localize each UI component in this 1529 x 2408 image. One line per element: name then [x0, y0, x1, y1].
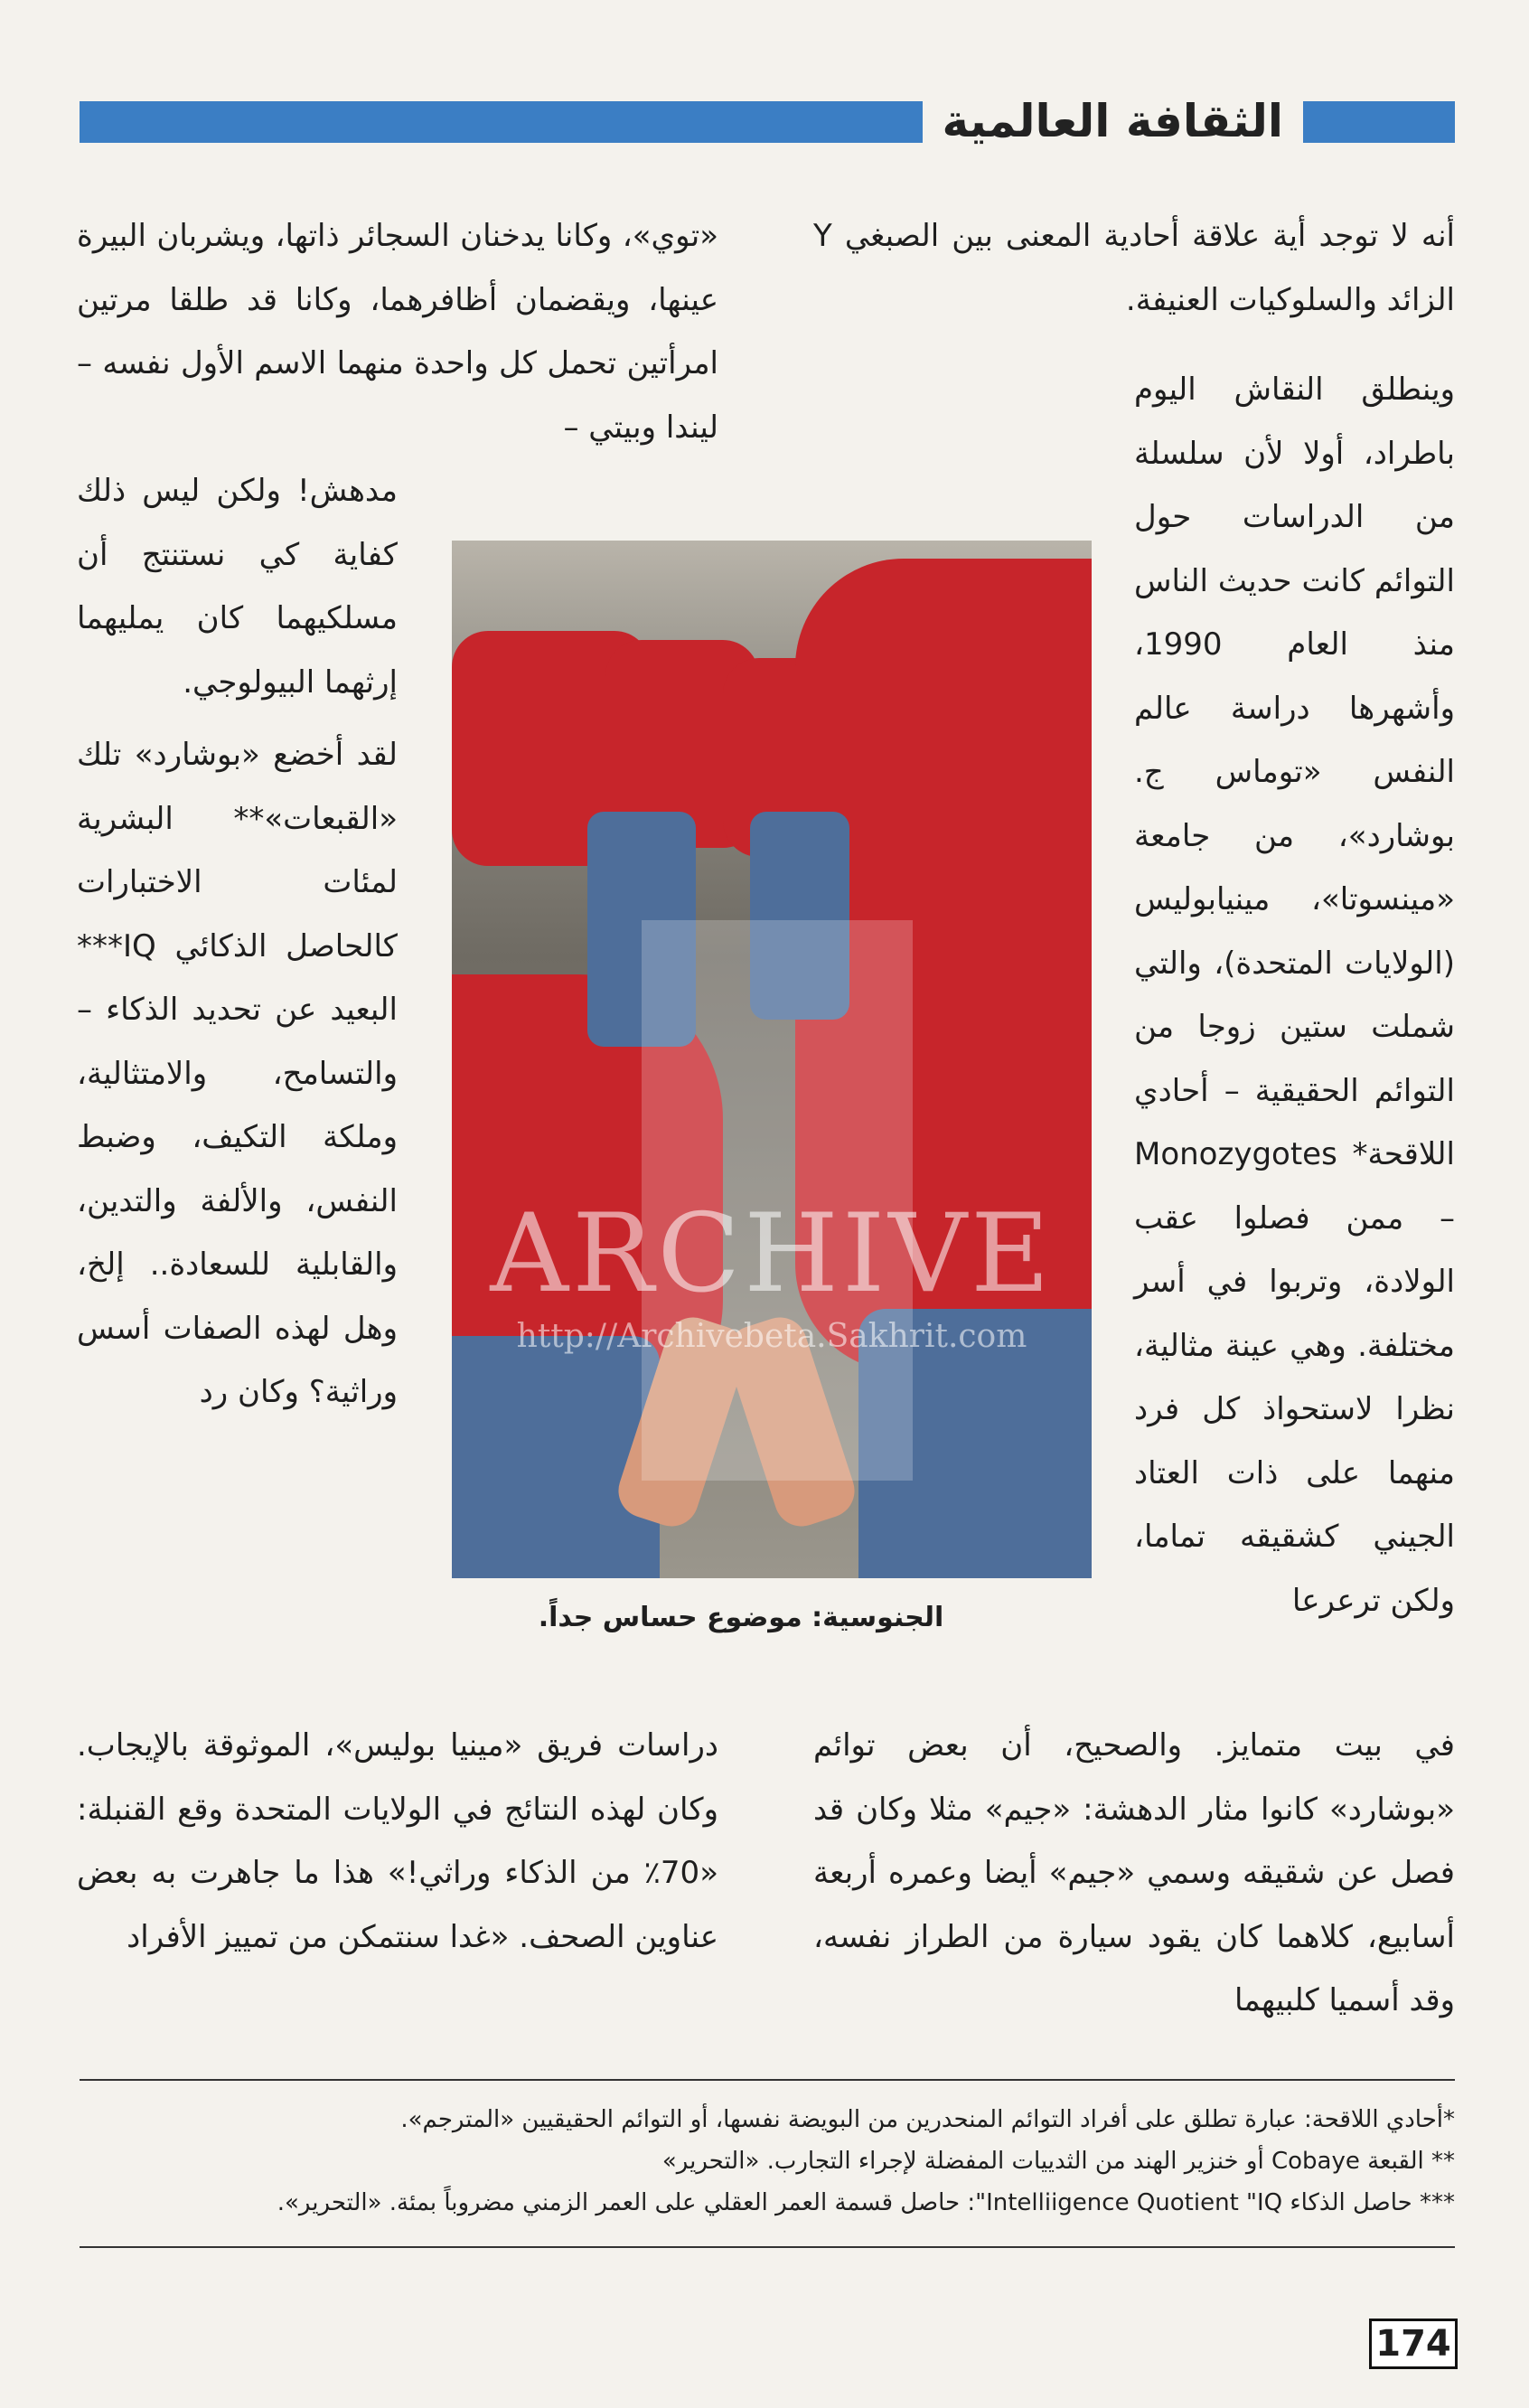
- paragraph: أنه لا توجد أية علاقة أحادية المعنى بين الصبغي Y الزائد والسلوكيات العنيفة.: [813, 218, 1455, 318]
- watermark-text: ARCHIVE: [490, 1191, 1054, 1317]
- right-column-bottom: [813, 1714, 1455, 2033]
- left-column-narrow: [77, 459, 398, 1425]
- left-column-intro: [77, 204, 718, 459]
- page-number: 174: [1369, 2319, 1458, 2369]
- bottom-divider: [80, 2246, 1455, 2248]
- footnote: *أحادي اللاقحة: عبارة تطلق على أفراد التوائم المنحدرين من البويضة نفسها، أو التوائم الحقيقيين «المترجم».: [400, 2106, 1455, 2133]
- watermark-url: http://Archivebeta.Sakhrit.com: [516, 1318, 1027, 1355]
- section-title: الثقافة العالمية: [923, 89, 1304, 154]
- photo-marchers: [452, 541, 1092, 1578]
- left-column-bottom: [77, 1714, 718, 1969]
- right-column-narrow: [1134, 358, 1455, 1632]
- paragraph: دراسات فريق «مينيا بوليس»، الموثوقة بالإيجاب. وكان لهذه النتائج في الولايات المتحدة وقع القنبلة: «70٪ من الذكاء وراثي!» هذا ما جاهرت به بعض عناوين الصحف. «غدا سنتمكن من تمييز الأفراد: [77, 1727, 718, 1955]
- footnote: *** حاصل الذكاء Intelliigence Quotient "IQ": حاصل قسمة العمر العقلي على العمر الزمني مضروباً بمئة. «التحرير».: [277, 2189, 1455, 2216]
- footnotes: [80, 2099, 1455, 2224]
- footnote-divider: [80, 2079, 1455, 2081]
- footnote: ** القبعة Cobaye أو خنزير الهند من الثدييات المفضلة لإجراء التجارب. «التحرير»: [661, 2148, 1455, 2175]
- photo-caption: الجنوسية: موضوع حساس جداً.: [538, 1602, 944, 1633]
- paragraph: وينطلق النقاش اليوم باطراد، أولا لأن سلسلة من الدراسات حول التوائم كانت حديث الناس منذ العام 1990، وأشهرها دراسة عالم النفس «توماس ج. بوشارد»، من جامعة «مينسوتا»، مينيابوليس (الولايات المتحدة)، والتي شملت ستين زوجا من التوائم الحقيقية – أحادي اللاقحة* Monozygotes – ممن فصلوا عقب الولادة، وتربوا في أسر مختلفة. وهي عينة مثالية، نظرا لاستحواذ كل فرد منهما على ذات العتاد الجيني كشقيقه تماما، ولكن ترعرعا: [1134, 372, 1455, 1619]
- paragraph: «توي»، وكانا يدخنان السجائر ذاتها، ويشربان البيرة عينها، ويقضمان أظافرهما، وكانا قد طلقا مرتين امرأتين تحمل كل واحدة منهما الاسم الأول نفسه – ليندا وبيتي –: [77, 218, 718, 446]
- paragraph: مدهش! ولكن ليس ذلك كفاية كي نستنتج أن مسلكيهما كان يمليهما إرثهما البيولوجي.: [77, 473, 398, 701]
- right-column-intro: [813, 204, 1455, 332]
- paragraph: لقد أخضع «بوشارد» تلك «القبعات»** البشرية لمئات الاختبارات كالحاصل الذكائي IQ*** البعيد عن تحديد الذكاء – والتسامح، والامتثالية، وملكة التكيف، وضبط النفس، والألفة والتدين، والقابلية للسعادة.. إلخ، وهل لهذه الصفات أسس وراثية؟ وكان رد: [77, 737, 398, 1410]
- paragraph: في بيت متمايز. والصحيح، أن بعض توائم «بوشارد» كانوا مثار الدهشة: «جيم» مثلا وكان قد فصل عن شقيقه وسمي «جيم» أيضا وعمره أربعة أسابيع، كلاهما كان يقود سيارة من الطراز نفسه، وقد أسميا كلبيهما: [813, 1727, 1455, 2018]
